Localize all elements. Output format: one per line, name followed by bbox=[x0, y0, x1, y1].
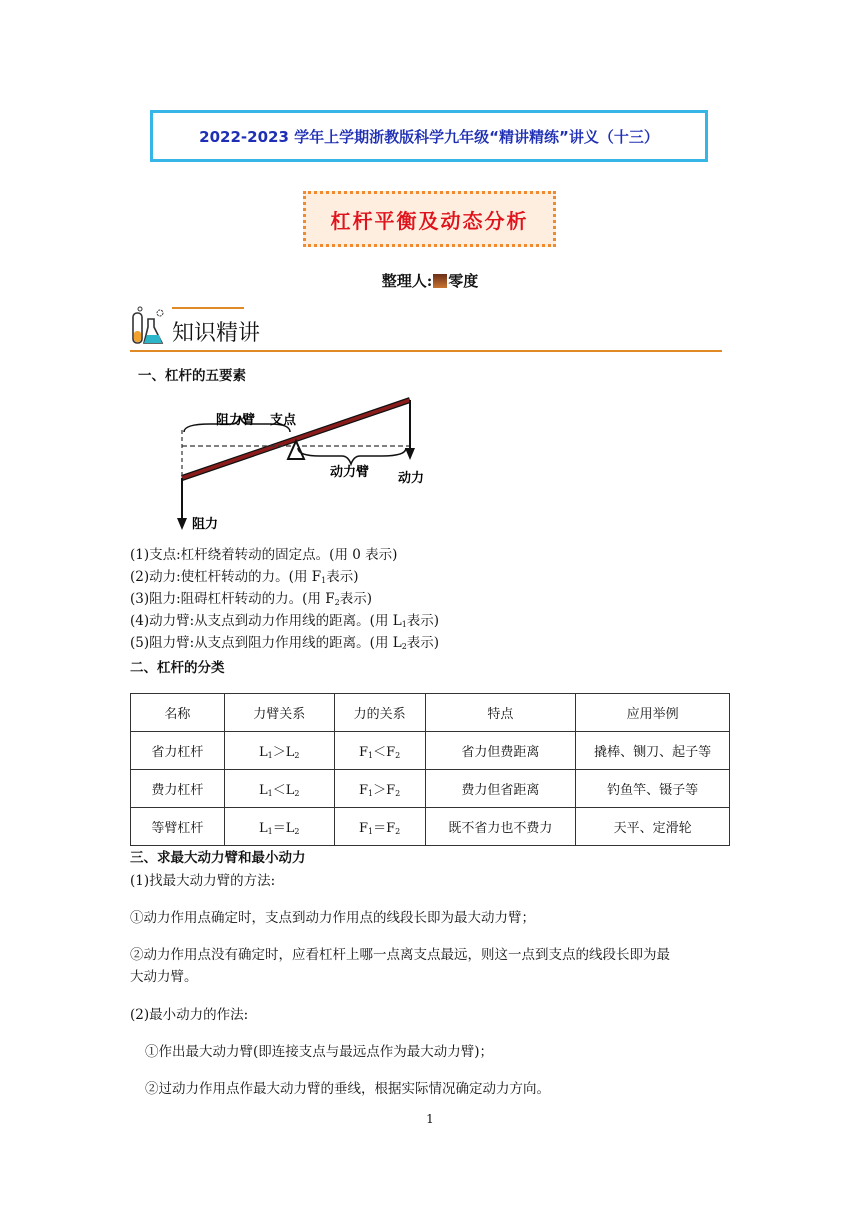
document-title: 2022-2023 学年上学期浙教版科学九年级“精讲精练”讲义（十三） bbox=[199, 127, 659, 146]
method-1-point-2-cont: 大动力臂。 bbox=[130, 969, 198, 985]
label-fulcrum: 支点 bbox=[270, 413, 297, 428]
heading-classification: 二、杠杆的分类 bbox=[130, 660, 225, 676]
table-cell: 既不省力也不费力 bbox=[425, 808, 576, 846]
heading-five-elements: 一、杠杆的五要素 bbox=[138, 368, 246, 384]
element-item-2: (2)动力:使杠杆转动的力。(用 $F_1$表示) bbox=[130, 569, 359, 585]
table-cell: $L_1>L_2$ bbox=[224, 732, 334, 770]
table-cell: $F_1>F_2$ bbox=[334, 770, 425, 808]
author-avatar-icon bbox=[433, 274, 447, 288]
method-1-point-1: ①动力作用点确定时，支点到动力作用点的线段长即为最大动力臂； bbox=[130, 910, 535, 926]
table-row bbox=[131, 732, 730, 770]
element-item-5: (5)阻力臂:从支点到阻力作用线的距离。(用 $L_2$表示) bbox=[130, 635, 440, 651]
table-cell: $L_1<L_2$ bbox=[224, 770, 334, 808]
table-cell: $F_1=F_2$ bbox=[334, 808, 425, 846]
topic-title: 杠杆平衡及动态分析 bbox=[330, 208, 529, 233]
author-line bbox=[0, 270, 860, 291]
table-cell: $F_1<F_2$ bbox=[334, 732, 425, 770]
table-cell: 费力杠杆 bbox=[131, 770, 225, 808]
table-cell: 省力但费距离 bbox=[425, 732, 576, 770]
table-header: 名称 bbox=[131, 694, 225, 732]
table-cell: 省力杠杆 bbox=[131, 732, 225, 770]
topic-box bbox=[303, 191, 556, 247]
author-name: 零度 bbox=[448, 272, 479, 290]
table-cell: $L_1=L_2$ bbox=[224, 808, 334, 846]
section-title: 知识精讲 bbox=[172, 321, 261, 346]
table-header: 特点 bbox=[425, 694, 576, 732]
table-header-row bbox=[131, 694, 730, 732]
table-cell: 钓鱼竿、镊子等 bbox=[576, 770, 730, 808]
lever-classification-table bbox=[130, 693, 730, 846]
method-2-title: (2)最小动力的作法: bbox=[130, 1007, 249, 1023]
method-1-title: (1)找最大动力臂的方法: bbox=[130, 873, 276, 889]
lab-flask-icon bbox=[130, 305, 170, 347]
heading-max-arm: 三、求最大动力臂和最小动力 bbox=[130, 850, 306, 866]
method-1-point-2: ②动力作用点没有确定时，应看杠杆上哪一点离支点最远，则这一点到支点的线段长即为最 bbox=[130, 947, 670, 963]
method-2-step-1: ①作出最大动力臂(即连接支点与最远点作为最大动力臂)； bbox=[145, 1044, 494, 1060]
section-accent-line bbox=[172, 307, 244, 309]
author-label: 整理人: bbox=[381, 272, 433, 290]
element-item-3: (3)阻力:阻碍杠杆转动的力。(用 $F_2$表示) bbox=[130, 591, 372, 607]
table-row bbox=[131, 808, 730, 846]
table-cell: 等臂杠杆 bbox=[131, 808, 225, 846]
table-header: 力的关系 bbox=[334, 694, 425, 732]
label-power: 动力 bbox=[398, 471, 425, 486]
table-header: 力臂关系 bbox=[224, 694, 334, 732]
method-2-step-2: ②过动力作用点作最大动力臂的垂线，根据实际情况确定动力方向。 bbox=[145, 1081, 550, 1097]
element-item-1: (1)支点:杠杆绕着转动的固定点。(用 0 表示) bbox=[130, 547, 398, 563]
table-cell: 撬棒、铡刀、起子等 bbox=[576, 732, 730, 770]
label-resist-arm: 阻力臂 bbox=[216, 413, 256, 428]
element-item-4: (4)动力臂:从支点到动力作用线的距离。(用 $L_1$表示) bbox=[130, 613, 440, 629]
table-cell: 天平、定滑轮 bbox=[576, 808, 730, 846]
page-number: 1 bbox=[426, 1112, 434, 1126]
label-resist: 阻力 bbox=[192, 517, 219, 532]
lever-diagram bbox=[170, 390, 440, 540]
document-title-box bbox=[150, 110, 708, 162]
table-cell: 费力但省距离 bbox=[425, 770, 576, 808]
label-power-arm: 动力臂 bbox=[330, 465, 370, 480]
table-header: 应用举例 bbox=[576, 694, 730, 732]
table-row bbox=[131, 770, 730, 808]
